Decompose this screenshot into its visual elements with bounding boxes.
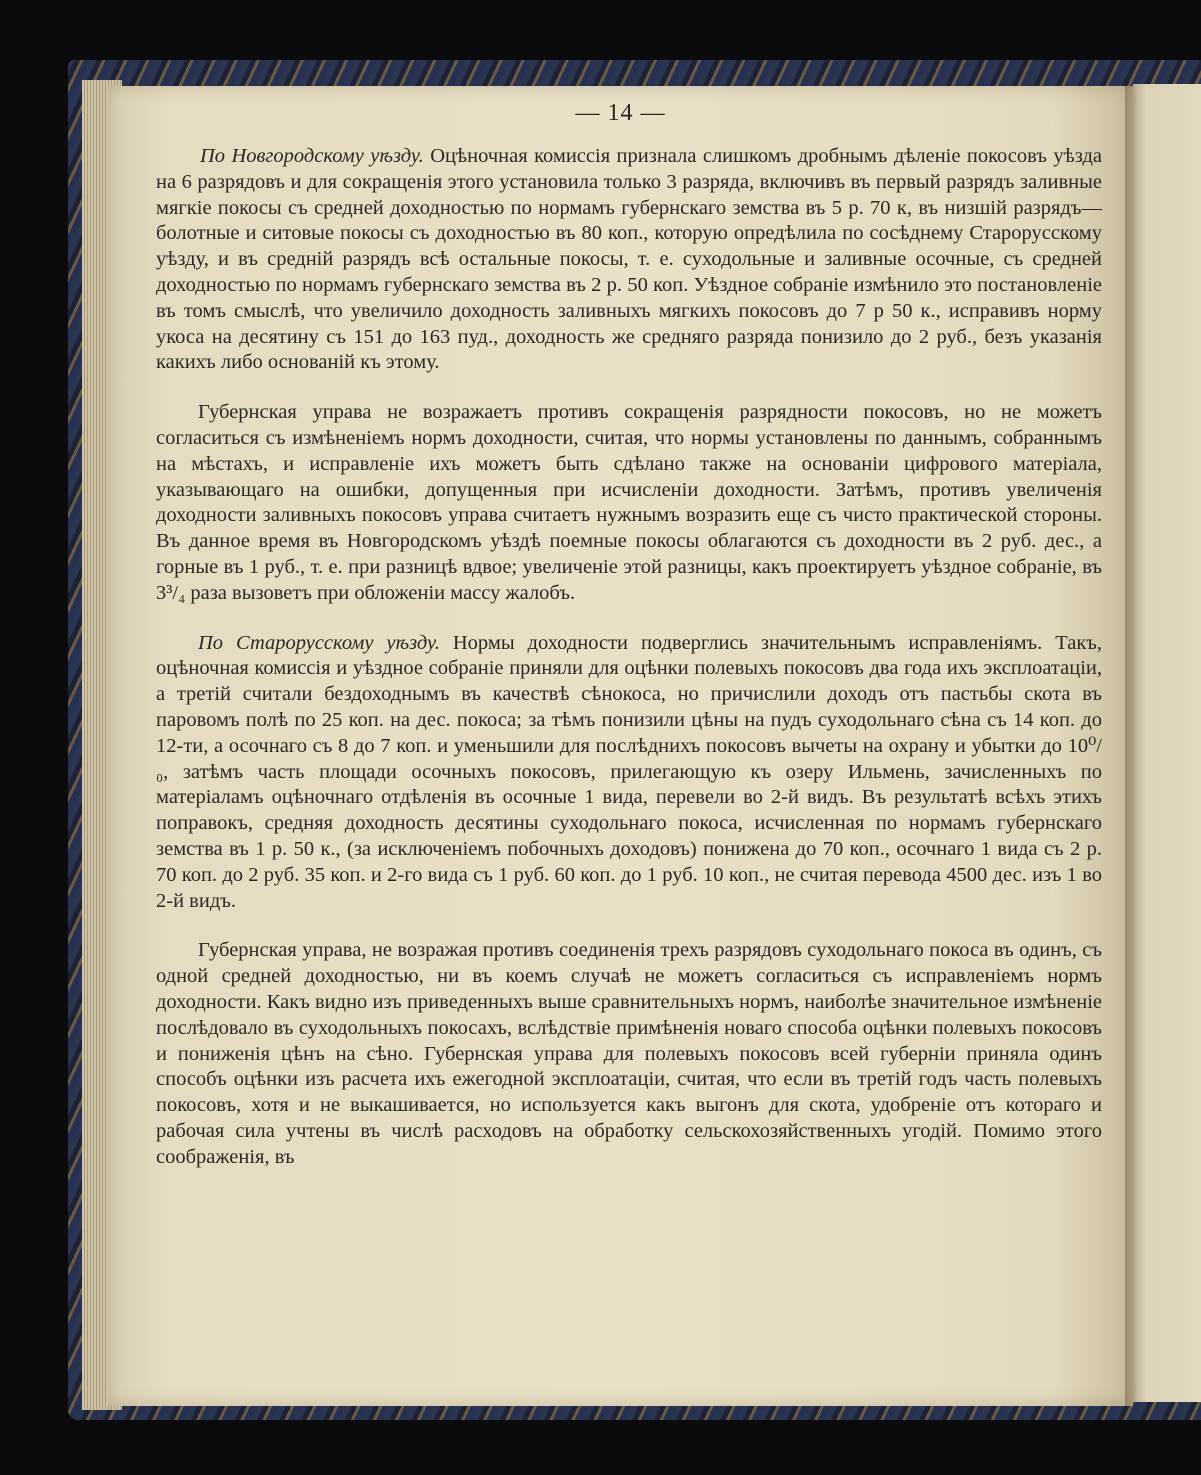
next-page-edge [1133,84,1201,1402]
book-page [108,86,1133,1406]
paragraph-uprava-reply-1 [156,400,1102,606]
page-number: — 14 — [575,100,666,126]
paragraph-lead: По Старорусскому уѣзду. [198,631,440,654]
paragraph-text: Губернская управа, не возражая противъ соединенія трехъ разрядовъ суходольнаго покоса въ одинъ, съ одной средней доходностью, ни въ коемъ случаѣ не можетъ согласиться съ исправленіемъ нормъ доходности. Какъ видно изъ приведенныхъ выше сравнительныхъ нормъ, наиболѣе значительное измѣненіе послѣдовало въ суходольныхъ покосахъ, вслѣдствіе примѣненія новаго способа оцѣнки полевыхъ покосовъ и пониженія цѣнъ на сѣно. Губернская управа для полевыхъ покосовъ всей губерніи приняла одинъ способъ оцѣнки изъ расчета ихъ ежегодной эксплоатаціи, считая, что если въ третій годъ часть полевыхъ покосовъ, хотя и не выкашивается, но используется какъ выгонъ для скота, удобреніе отъ котораго и рабочая сила учтены въ числѣ расходовъ на обработку сельскохозяйственныхъ угодій. Помимо этого соображенія, въ [156,939,1102,1168]
paragraph-text: Нормы доходности подверглись значительнымъ исправленіямъ. Такъ, оцѣночная комиссія и уѣздное собраніе приняли для оцѣнки полевыхъ покосовъ два года ихъ эксплоатаціи, а третій считали бездоходнымъ въ качествѣ сѣнокоса, но причислили доходъ отъ пастьбы скота въ паровомъ полѣ по 25 коп. на дес. покоса; за тѣмъ понизили цѣны на пудъ суходольнаго сѣна съ 14 коп. до 12-ти, а осочнаго съ 8 до 7 коп. и уменьшили для послѣднихъ покосовъ вычеты на охрану и убытки до 10⁰/₀, затѣмъ часть площади осочныхъ покосовъ, прилегающую къ озеру Ильмень, зачисленныхъ по матеріаламъ оцѣночнаго отдѣленія въ осочные 1 вида, перевели во 2-й видъ. Въ результатѣ всѣхъ этихъ поправокъ, средняя доходность десятины суходольнаго покоса, исчисленная по нормамъ губернскаго земства въ 1 р. 50 к., (за исключеніемъ побочныхъ доходовъ) понижена до 70 коп., осочнаго 1 вида съ 2 р. 70 коп. до 2 руб. 35 коп. и 2-го вида съ 1 руб. 60 коп. до 1 руб. 10 коп., не считая перевода 4500 дес. изъ 1 во 2-й видъ. [156,631,1103,912]
page-gutter-shadow [1125,86,1137,1406]
paragraph-staraya-russa [156,631,1102,915]
paragraph-novgorod [156,144,1102,376]
paragraph-text: Оцѣночная комиссія признала слишкомъ дробнымъ дѣленіе покосовъ уѣзда на 6 разрядовъ и для сокращенія этого установила только 3 разряда, включивъ въ первый разрядъ заливные мягкіе покосы съ средней доходностью по нормамъ губернскаго земства въ 5 р. 70 к, въ низшій разрядъ—болотные и ситовые покосы съ доходностью въ 80 коп., которую опредѣлила по сосѣднему Старорусскому уѣзду, и въ средній разрядъ всѣ остальные покосы, т. е. суходольные и заливные осочные, съ средней доходностью по нормамъ губернскаго земства въ 2 р. 50 коп. Уѣздное собраніе измѣнило это постановленіе въ томъ смыслѣ, что увеличило доходность заливныхъ мягкихъ покосовъ до 7 р 50 к., исправивъ норму укоса на десятину съ 151 до 163 пуд., доходность же средняго разряда понизило до 2 руб., безъ указанія какихъ либо основаній къ этому. [156,145,1102,374]
paragraph-lead: По Новгородскому уѣзду. [200,145,424,167]
paragraph-text: Губернская управа не возражаетъ противъ сокращенія разрядности покосовъ, но не можетъ согласиться съ измѣненіемъ нормъ доходности, считая, что нормы установлены по даннымъ, собраннымъ на мѣстахъ, и исправленіе ихъ можетъ быть сдѣлано также на основаніи цифрового матеріала, указывающаго на ошибки, допущенныя при исчисленіи доходности. Затѣмъ, противъ увеличенія доходности заливныхъ покосовъ управа считаетъ нужнымъ возразить еще съ чисто практической стороны. Въ данное время въ Новгородскомъ уѣздѣ поемные покосы облагаются съ доходности въ 2 руб. дес., а горные въ 1 руб., т. е. при разницѣ вдвое; увеличеніе этой разницы, какъ проектируетъ уѣздное собраніе, въ 3³/₄ раза вызоветъ при обложеніи массу жалобъ. [156,401,1102,604]
page-body [156,144,1102,1194]
paragraph-uprava-reply-2 [156,938,1102,1170]
